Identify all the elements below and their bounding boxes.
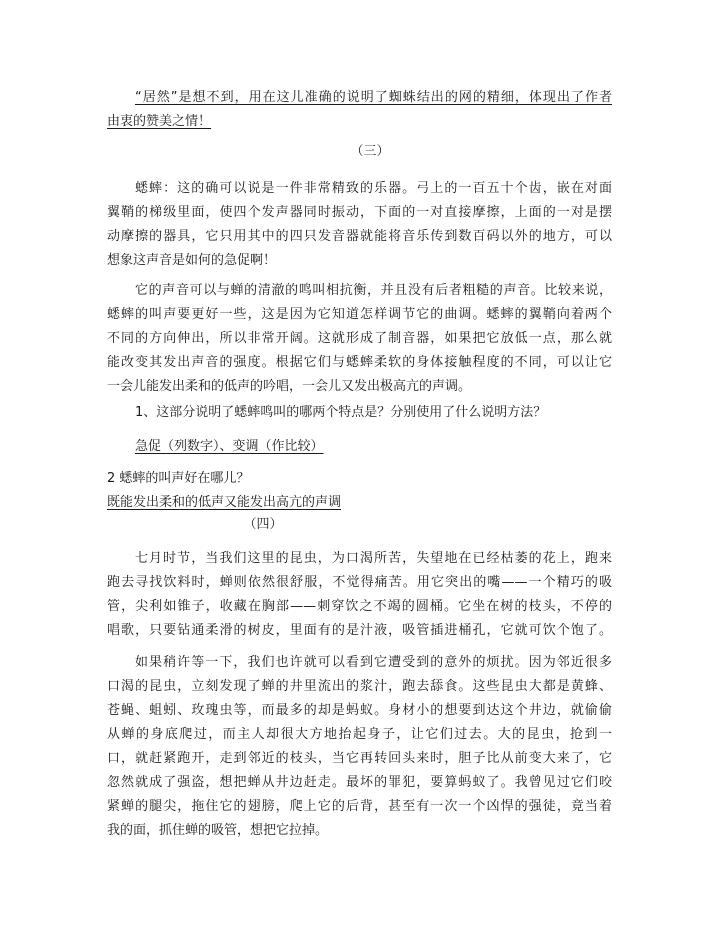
section-4-paragraph-2 bbox=[107, 651, 612, 843]
question-2: 2 蟋蟀的叫声好在哪儿？ bbox=[107, 471, 250, 486]
paragraph-line: 从蝉的身底爬过，而主人却很大方地抬起身子，让它们过去。大的昆虫，抢到一 bbox=[107, 727, 612, 742]
intro-line-2: 由衷的赞美之情！ bbox=[107, 114, 212, 129]
paragraph-line: 蟋蟀：这的确可以说是一件非常精致的乐器。弓上的一百五十个齿，嵌在对面 bbox=[135, 181, 612, 196]
section-3-heading: （三） bbox=[350, 144, 390, 159]
paragraph-line: 想象这声音是如何的急促啊！ bbox=[107, 253, 277, 268]
intro-line-1: “居然”是想不到，用在这儿准确的说明了蜘蛛结出的网的精细，体现出了作者 bbox=[135, 90, 612, 105]
paragraph-line: 能改变其发出声音的强度。根据它们与蟋蟀柔软的身体接触程度的不同，可以让它 bbox=[107, 355, 612, 370]
question-1: 1、这部分说明了蟋蟀鸣叫的哪两个特点是？分别使用了什么说明方法？ bbox=[135, 405, 547, 420]
paragraph-line: 跑去寻找饮料时，蝉则依然很舒服，不觉得痛苦。用它突出的嘴——一个精巧的吸 bbox=[107, 575, 612, 590]
paragraph-line: 七月时节，当我们这里的昆虫，为口渴所苦，失望地在已经枯萎的花上，跑来 bbox=[135, 551, 612, 566]
paragraph-line: 紧蝉的腿尖，拖住它的翅膀，爬上它的后背，甚至有一次一个凶悍的强徒，竟当着 bbox=[107, 799, 612, 814]
section-3-paragraph-2 bbox=[107, 279, 612, 399]
section-3-paragraph-1 bbox=[107, 177, 612, 273]
paragraph-line: 不同的方向伸出，所以非常开阔。这就形成了制音器，如果把它放低一点，那么就 bbox=[107, 331, 612, 346]
paragraph-line: 蟋蟀的叫声要更好一些，这是因为它知道怎样调节它的曲调。蟋蟀的翼鞘向着两个 bbox=[107, 307, 612, 322]
paragraph-line: 翼鞘的梯级里面，使四个发声器同时振动，下面的一对直接摩擦，上面的一对是摆 bbox=[107, 205, 612, 220]
paragraph-line: 忽然就成了强盗，想把蝉从井边赶走。最坏的罪犯，要算蚂蚁了。我曾见过它们咬 bbox=[107, 775, 612, 790]
paragraph-line: 唱歌，只要钻通柔滑的树皮，里面有的是汁液，吸管插进桶孔，它就可饮个饱了。 bbox=[107, 623, 612, 638]
paragraph-line: 动摩擦的器具，它只用其中的四只发音器就能将音乐传到数百码以外的地方，可以 bbox=[107, 229, 612, 244]
paragraph-line: 它的声音可以与蝉的清澈的鸣叫相抗衡，并且没有后者粗糙的声音。比较来说， bbox=[135, 283, 612, 298]
section-4-heading: （四） bbox=[243, 517, 283, 532]
paragraph-line: 管，尖利如锥子，收藏在胸部——刺穿饮之不竭的圆桶。它坐在树的枝头，不停的 bbox=[107, 599, 612, 614]
answer-1: 急促（列数字）、变调（作比较） bbox=[135, 439, 324, 454]
section-4-paragraph-1 bbox=[107, 547, 612, 643]
intro-answer bbox=[107, 86, 612, 134]
paragraph-line: 口，就赶紧跑开，走到邻近的枝头，当它再转回头来时，胆子比从前变大来了，它 bbox=[107, 751, 612, 766]
paragraph-line: 口渴的昆虫，立刻发现了蝉的井里流出的浆汁，跑去舔食。这些昆虫大都是黄蜂、 bbox=[107, 679, 612, 694]
paragraph-line: 如果稍许等一下，我们也许就可以看到它遭受到的意外的烦扰。因为邻近很多 bbox=[135, 655, 612, 670]
paragraph-line: 我的面，抓住蝉的吸管，想把它拉掉。 bbox=[107, 823, 329, 838]
answer-2: 既能发出柔和的低声又能发出高亢的声调 bbox=[107, 495, 342, 510]
paragraph-line: 苍蝇、蛆蚓、玫瑰虫等，而最多的却是蚂蚁。身材小的想要到达这个井边，就偷偷 bbox=[107, 703, 612, 718]
paragraph-line: 一会儿能发出柔和的低声的吟唱，一会儿又发出极高亢的声调。 bbox=[107, 379, 472, 394]
